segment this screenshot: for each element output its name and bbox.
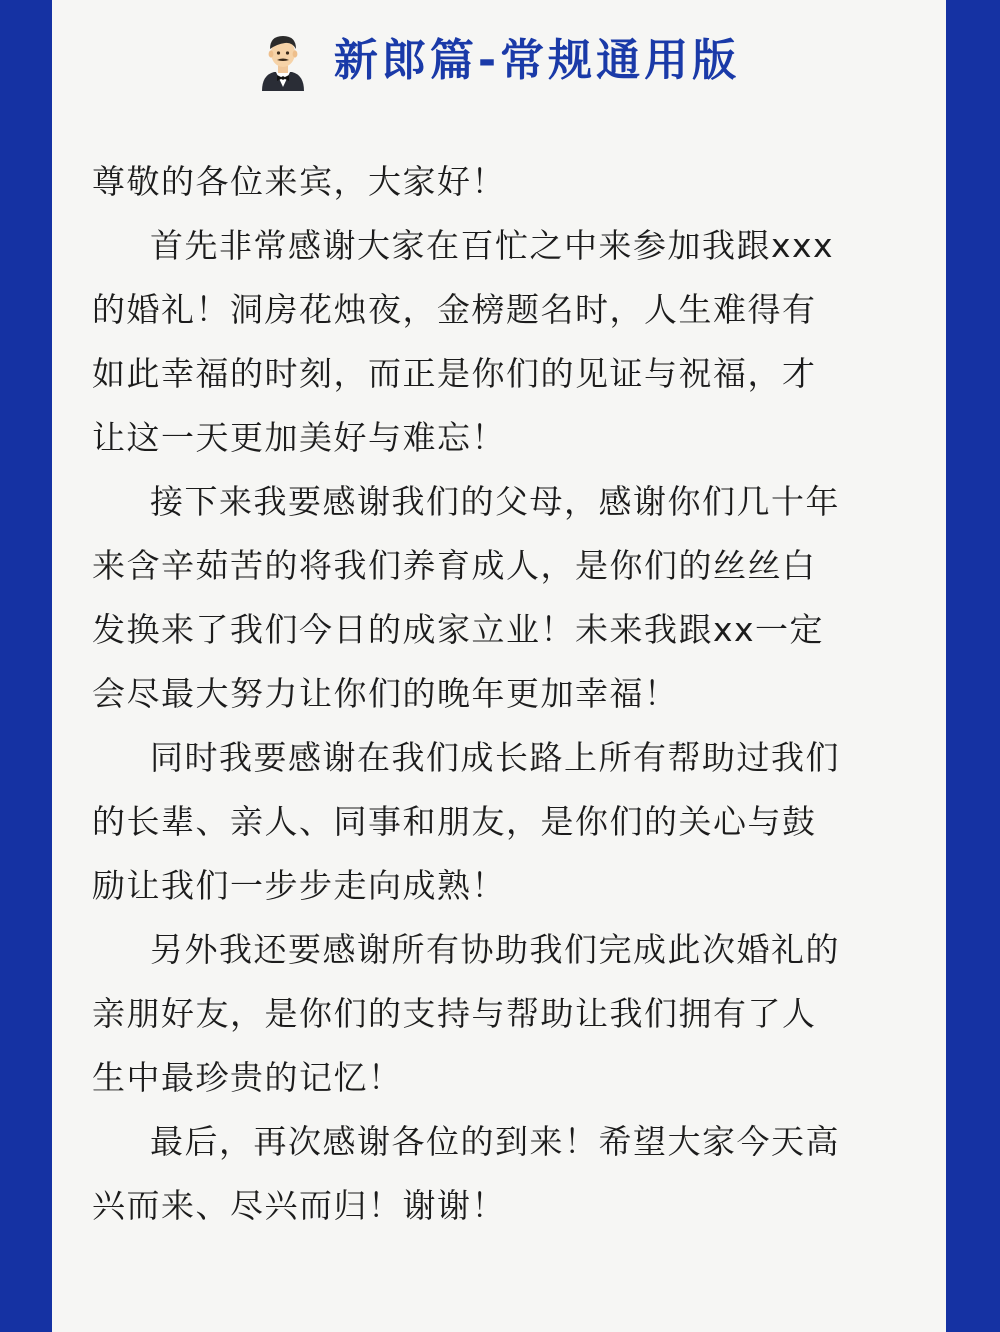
speech-line: 另外我还要感谢所有协助我们完成此次婚礼的 (150, 930, 840, 969)
speech-line: 接下来我要感谢我们的父母，感谢你们几十年 (150, 482, 840, 521)
speech-line: 同时我要感谢在我们成长路上所有帮助过我们 (150, 738, 840, 777)
speech-line: 让这一天更加美好与难忘！ (92, 418, 506, 457)
speech-line: 兴而来、尽兴而归！谢谢！ (92, 1186, 506, 1225)
speech-line: 尊敬的各位来宾，大家好！ (92, 162, 506, 201)
speech-line: 的婚礼！洞房花烛夜，金榜题名时，人生难得有 (92, 290, 817, 329)
speech-line: 亲朋好友，是你们的支持与帮助让我们拥有了人 (92, 994, 817, 1033)
paper-sheet (52, 0, 946, 1332)
groom-emoji-icon (258, 31, 308, 91)
speech-line: 如此幸福的时刻，而正是你们的见证与祝福，才 (92, 354, 817, 393)
speech-line: 的长辈、亲人、同事和朋友，是你们的关心与鼓 (92, 802, 817, 841)
speech-body (92, 150, 912, 1238)
page-title: 新郎篇-常规通用版 (333, 35, 741, 86)
speech-line: 发换来了我们今日的成家立业！未来我跟xx一定 (92, 610, 825, 649)
speech-line: 最后，再次感谢各位的到来！希望大家今天高 (150, 1122, 840, 1161)
title-row (52, 26, 946, 96)
speech-line: 会尽最大努力让你们的晚年更加幸福！ (92, 674, 679, 713)
speech-line: 励让我们一步步走向成熟！ (92, 866, 506, 905)
speech-line: 首先非常感谢大家在百忙之中来参加我跟xxx (150, 226, 835, 265)
speech-line: 来含辛茹苦的将我们养育成人，是你们的丝丝白 (92, 546, 817, 585)
speech-line: 生中最珍贵的记忆！ (92, 1058, 403, 1097)
